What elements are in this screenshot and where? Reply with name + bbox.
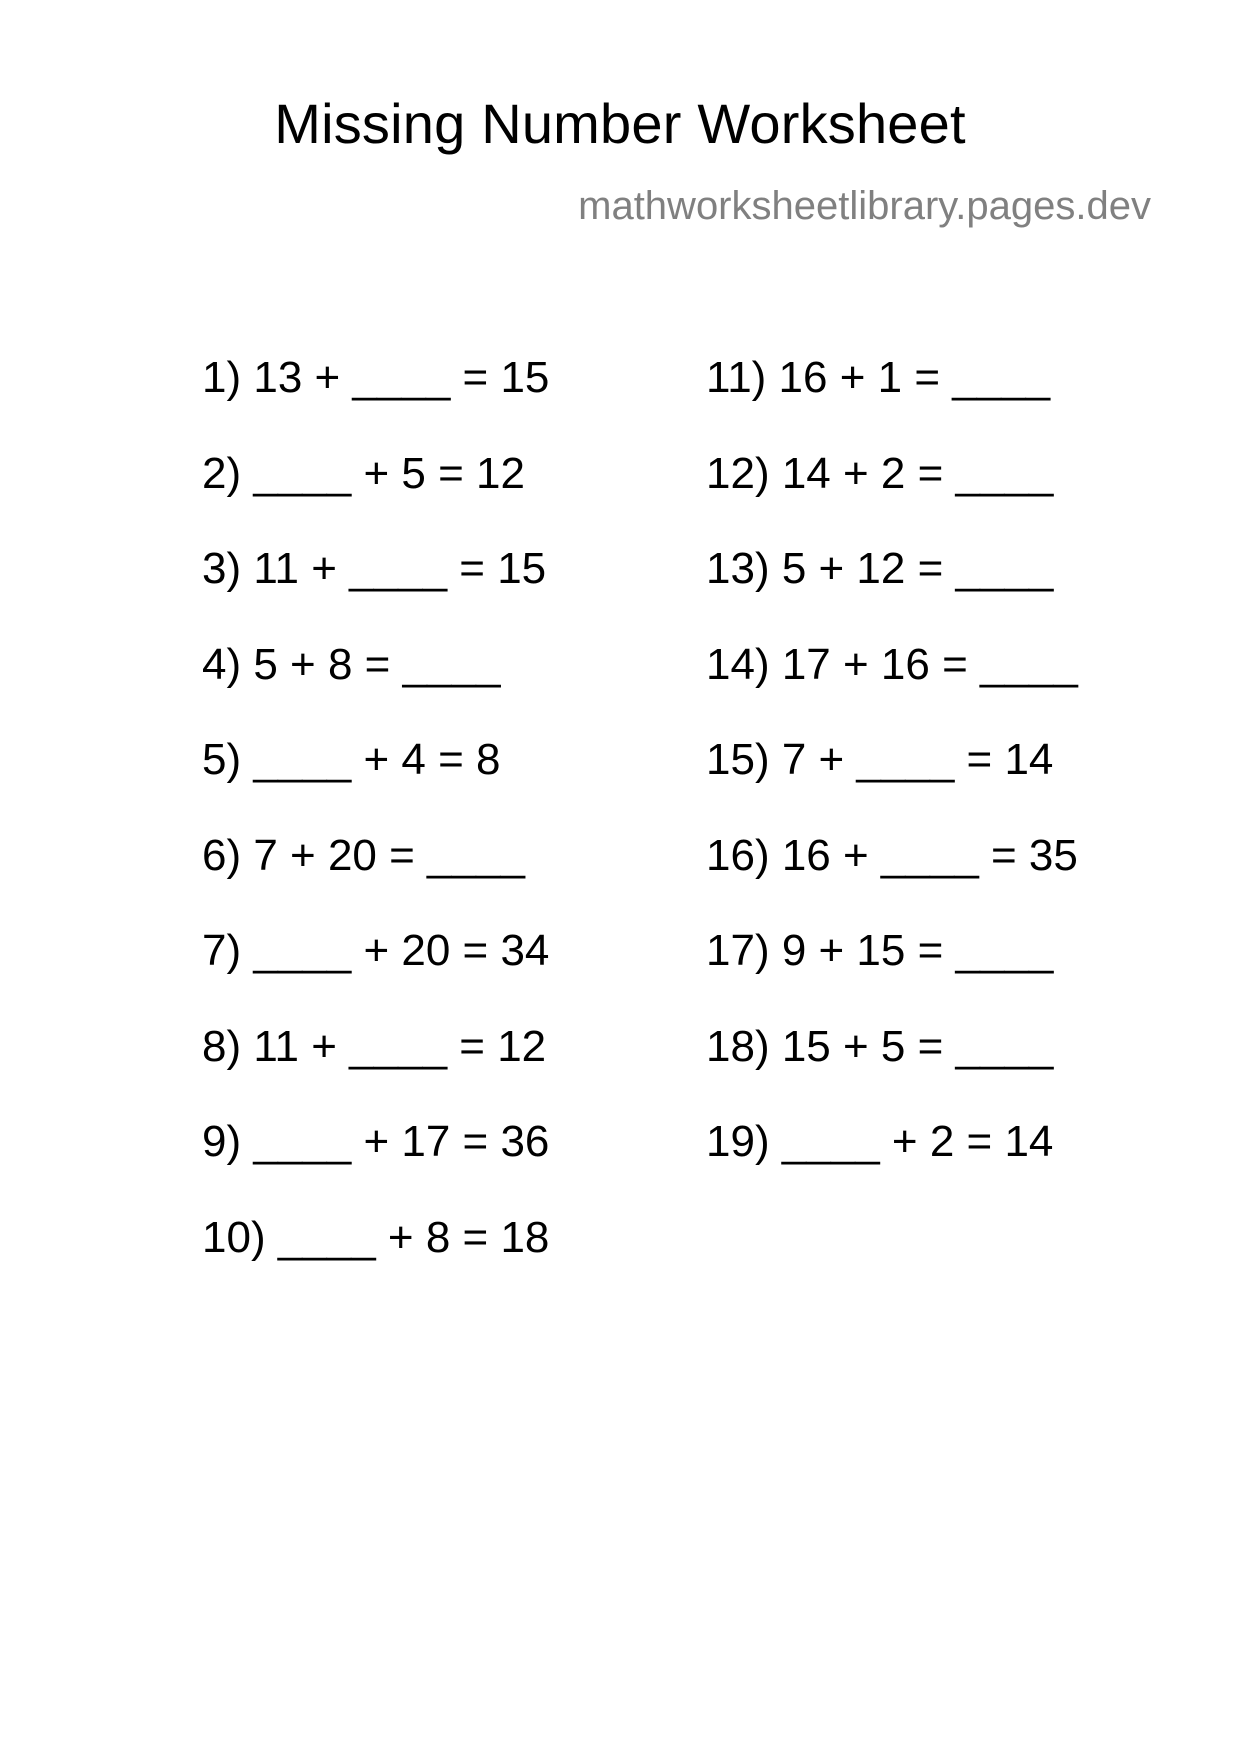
problem-item: 15) 7 + ____ = 14 <box>706 735 1054 784</box>
problem-item: 10) ____ + 8 = 18 <box>202 1212 550 1262</box>
source-url: mathworksheetlibrary.pages.dev <box>578 184 1151 228</box>
worksheet-title: Missing Number Worksheet <box>274 92 966 155</box>
problem-column-right <box>706 353 1078 1216</box>
problem-item: 7) ____ + 20 = 34 <box>202 926 550 975</box>
problem-item: 17) 9 + 15 = ____ <box>706 926 1054 975</box>
problem-item: 9) ____ + 17 = 36 <box>202 1117 550 1166</box>
problem-item: 1) 13 + ____ = 15 <box>202 353 550 402</box>
problem-item: 11) 16 + 1 = ____ <box>706 353 1051 402</box>
problem-item: 8) 11 + ____ = 12 <box>202 1021 547 1071</box>
problem-item: 2) ____ + 5 = 12 <box>202 448 525 498</box>
problem-item: 5) ____ + 4 = 8 <box>202 735 501 784</box>
problem-item: 6) 7 + 20 = ____ <box>202 830 525 880</box>
problem-item: 3) 11 + ____ = 15 <box>202 544 547 593</box>
problem-item: 18) 15 + 5 = ____ <box>706 1021 1054 1071</box>
problem-item: 19) ____ + 2 = 14 <box>706 1117 1054 1166</box>
problem-item: 12) 14 + 2 = ____ <box>706 448 1054 498</box>
problem-item: 13) 5 + 12 = ____ <box>706 544 1054 593</box>
problem-item: 16) 16 + ____ = 35 <box>706 830 1078 880</box>
problem-item: 14) 17 + 16 = ____ <box>706 639 1078 689</box>
problem-item: 4) 5 + 8 = ____ <box>202 639 501 689</box>
problem-column-left <box>202 353 550 1311</box>
